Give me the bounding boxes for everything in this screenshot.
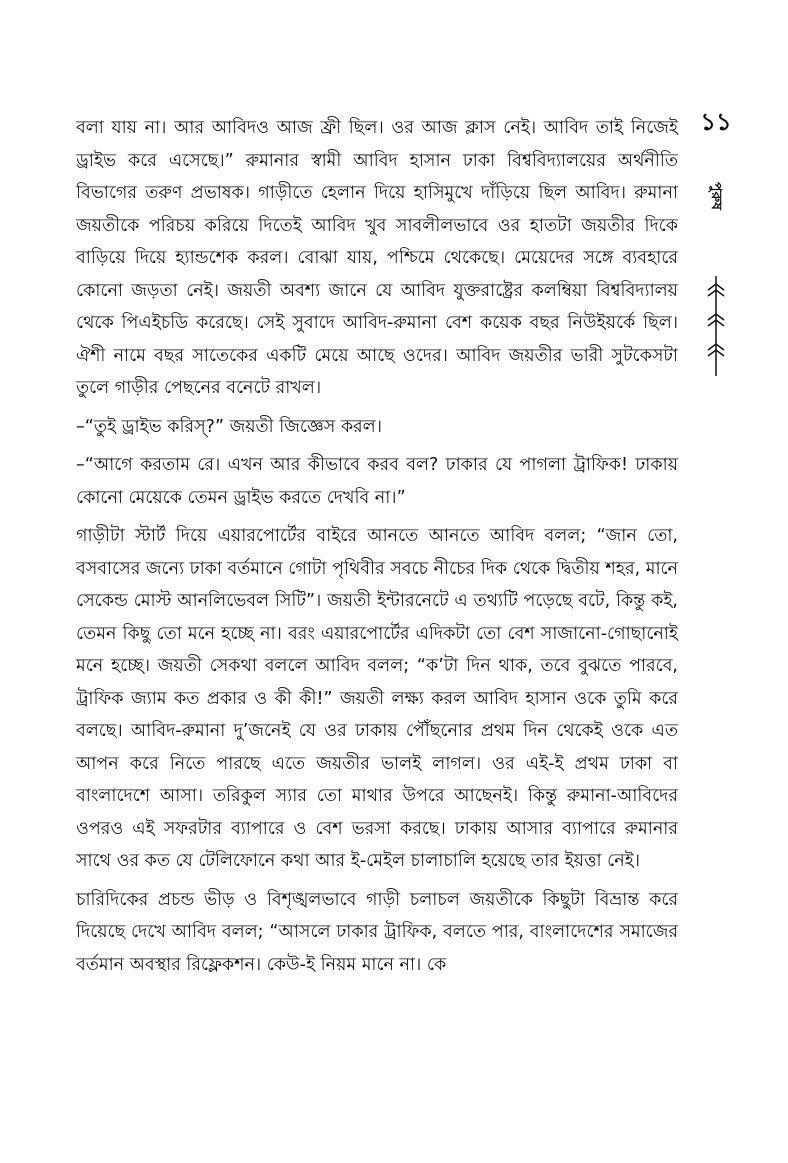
body-text — [76, 112, 678, 981]
paragraph: –“তুই ড্রাইভ করিস্?” জয়তী জিজ্ঞেস করল। — [76, 416, 382, 437]
running-head — [696, 166, 736, 226]
decorative-ornament-icon — [700, 276, 732, 376]
running-head-text: পুরুষ — [708, 182, 724, 210]
paragraph: –“আগে করতাম রে। এখন আর কীভাবে করব বল? ঢাকার যে পাগলা ট্রাফিক! ঢাকায় কোনো মেয়েকে তেমন ড্রাইভ করতে দেখবি না।” — [76, 455, 678, 508]
page-margin-header — [694, 108, 738, 268]
page-number: ১১ — [700, 107, 732, 136]
paragraph: চারিদিকের প্রচন্ড ভীড় ও বিশৃঙ্খলভাবে গাড়ী চলাচল জয়তীকে কিছুটা বিভ্রান্ত করে দিয়েছে দেখে আবিদ বলল; “আসলে ঢাকার ট্রাফিক, বলতে পার, বাংলাদেশের সমাজের বর্তমান অবস্থার রিফ্লেকশন। কেউ-ই নিয়ম মানে না। কে — [76, 889, 678, 975]
paragraph: বলা যায় না। আর আবিদও আজ ফ্রী ছিল। ওর আজ ক্লাস নেই। আবিদ তাই নিজেই ড্রাইভ করে এসেছে।” রুমানার স্বামী আবিদ হাসান ঢাকা বিশ্ববিদ্যালয়ের অর্থনীতি বিভাগের তরুণ প্রভাষক। গাড়ীতে হেলান দিয়ে হাসিমুখে দাঁড়িয়ে ছিল আবিদ। রুমানা জয়তীকে পরিচয় করিয়ে দিতেই আবিদ খুব সাবলীলভাবে ওর হাতটা জয়তীর দিকে বাড়িয়ে দিয়ে হ্যান্ডশেক করল। বোঝা যায়, পশ্চিমে থেকেছে। মেয়েদের সঙ্গে ব্যবহারে কোনো জড়তা নেই। জয়তী অবশ্য জানে যে আবিদ যুক্তরাষ্ট্রের কলম্বিয়া বিশ্ববিদ্যালয় থেকে পিএইচডি করেছে। সেই সুবাদে আবিদ-রুমানা বেশ কয়েক বছর নিউইয়র্কে ছিল। ঐশী নামে বছর সাতেকের একটি মেয়ে আছে ওদের। আবিদ জয়তীর ভারী সুটকেসটা তুলে গাড়ীর পেছনের বনেটে রাখল। — [76, 118, 678, 398]
paragraph: গাড়ীটা স্টার্ট দিয়ে এয়ারপোর্টের বাইরে আনতে আনতে আবিদ বলল; “জান তো, বসবাসের জন্যে ঢাকা বর্তমানে গোটা পৃথিবীর সবচে নীচের দিক থেকে দ্বিতীয় শহর, মানে সেকেন্ড মোস্ট আনলিভেবল সিটি”। জয়তী ইন্টারনেটে এ তথ্যটি পড়েছে বটে, কিন্তু কই, তেমন কিছু তো মনে হচ্ছে না। বরং এয়ারপোর্টের এদিকটা তো বেশ সাজানো-গোছানোই মনে হচ্ছে। জয়তী সেকথা বললে আবিদ বলল; “ক’টা দিন থাক, তবে বুঝতে পারবে, ট্রাফিক জ্যাম কত প্রকার ও কী কী!” জয়তী লক্ষ্য করল আবিদ হাসান ওকে তুমি করে বলছে। আবিদ-রুমানা দু’জনেই যে ওর ঢাকায় পৌঁছনোর প্রথম দিন থেকেই ওকে এত আপন করে নিতে পারছে এতে জয়তীর ভালই লাগল। ওর এই-ই প্রথম ঢাকা বা বাংলাদেশে আসা। তরিকুল স্যার তো মাথার উপরে আছেনই। কিন্তু রুমানা-আবিদের ওপরও এই সফরটার ব্যাপারে ও বেশ ভরসা করছে। ঢাকায় আসার ব্যাপারে রুমানার সাথে ওর কত যে টেলিফোনে কথা আর ই-মেইল চালাচালি হয়েছে তার ইয়ত্তা নেই। — [76, 526, 678, 871]
